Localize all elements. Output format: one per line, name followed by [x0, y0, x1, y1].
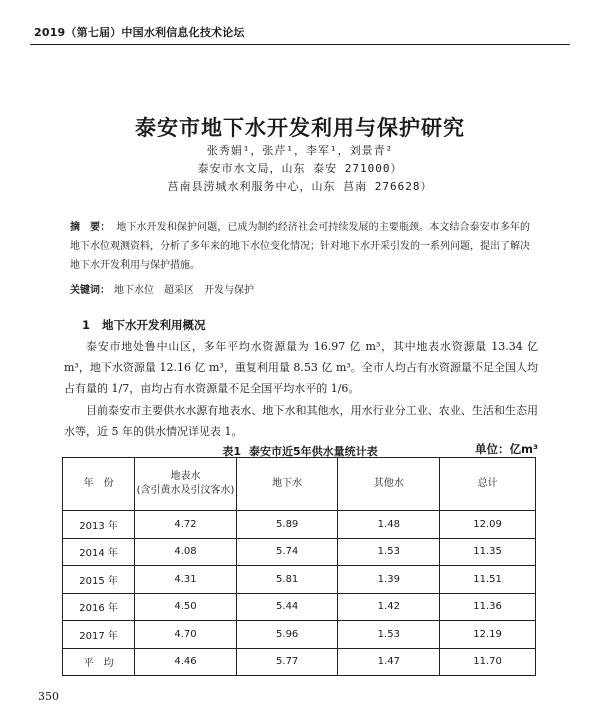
cell-other-water: 1.53 — [338, 621, 440, 649]
cell-other-water: 1.47 — [338, 648, 440, 676]
header-surface-water — [135, 458, 237, 511]
table-row — [63, 566, 536, 594]
section-number: 1 — [82, 318, 91, 332]
author-list: 张秀娟¹，张芹¹，李军¹，刘景青² — [206, 144, 394, 157]
cell-surface-water: 4.50 — [135, 593, 237, 621]
running-header: 2019（第七届）中国水利信息化技术论坛 — [34, 26, 245, 39]
cell-year: 2015 年 — [63, 566, 135, 594]
cell-total: 11.70 — [440, 648, 536, 676]
cell-surface-water: 4.08 — [135, 538, 237, 566]
cell-year: 2014 年 — [63, 538, 135, 566]
cell-groundwater: 5.89 — [236, 511, 338, 539]
cell-surface-water: 4.46 — [135, 648, 237, 676]
cell-groundwater: 5.44 — [236, 593, 338, 621]
table-row — [63, 593, 536, 621]
cell-groundwater: 5.77 — [236, 648, 338, 676]
table-title: 泰安市近5年供水量统计表 — [249, 445, 378, 458]
cell-total: 12.09 — [440, 511, 536, 539]
body-paragraph-2: 目前泰安市主要供水水源有地表水、地下水和其他水，用水行业分工业、农业、生活和生态用水等，近 5 年的供水情况详见表 1。 — [64, 404, 538, 438]
header-rule — [30, 44, 570, 45]
cell-groundwater: 5.96 — [236, 621, 338, 649]
cell-other-water: 1.39 — [338, 566, 440, 594]
section-heading — [82, 317, 206, 333]
table-row — [63, 511, 536, 539]
section-title: 地下水开发利用概况 — [102, 318, 206, 332]
affiliation-1: 泰安市水文局，山东 泰安 271000） — [197, 162, 403, 175]
cell-groundwater: 5.74 — [236, 538, 338, 566]
keywords-label: 关键词： — [70, 285, 110, 296]
abstract-label: 摘 要： — [70, 222, 111, 233]
cell-total: 11.51 — [440, 566, 536, 594]
abstract — [70, 218, 530, 275]
cell-surface-water: 4.72 — [135, 511, 237, 539]
cell-total: 11.35 — [440, 538, 536, 566]
header-groundwater: 地下水 — [236, 458, 338, 511]
cell-other-water: 1.53 — [338, 538, 440, 566]
table-row — [63, 538, 536, 566]
page-number: 350 — [38, 690, 59, 703]
cell-other-water: 1.42 — [338, 593, 440, 621]
cell-year: 2017 年 — [63, 621, 135, 649]
header-surface-label: 地表水 — [170, 471, 201, 482]
cell-total: 11.36 — [440, 593, 536, 621]
paper-title: 泰安市地下水开发利用与保护研究 — [135, 115, 465, 140]
table-row — [63, 648, 536, 676]
water-supply-table — [62, 457, 536, 676]
table-label: 表1 — [222, 445, 241, 458]
table-unit: 单位：亿m³ — [474, 442, 538, 456]
table-row — [63, 621, 536, 649]
cell-groundwater: 5.81 — [236, 566, 338, 594]
header-year: 年 份 — [63, 458, 135, 511]
cell-year: 平 均 — [63, 648, 135, 676]
keywords-text: 地下水位 超采区 开发与保护 — [114, 285, 254, 296]
cell-total: 12.19 — [440, 621, 536, 649]
affiliation-2: 莒南县涝城水利服务中心，山东 莒南 276628） — [167, 180, 433, 193]
body-paragraph-1: 泰安市地处鲁中山区，多年平均水资源量为 16.97 亿 m³，其中地表水资源量 13.34 亿 m³，地下水资源量 12.16 亿 m³，重复利用量 8.53 亿 m³。全市人均占有水资源量不足全国人均占有量的 1/7，亩均占有水资源量不足全国平均水平的 1/6。 — [64, 340, 538, 395]
header-surface-note: (含引黄水及引汶客水) — [136, 485, 235, 496]
abstract-text: 地下水开发和保护问题，已成为制约经济社会可持续发展的主要瓶颈。本文结合泰安市多年的地下水位观测资料，分析了多年来的地下水位变化情况；针对地下水开采引发的一系列问题，提出了解决地下水开发利用与保护措施。 — [70, 222, 531, 271]
cell-surface-water: 4.70 — [135, 621, 237, 649]
cell-year: 2013 年 — [63, 511, 135, 539]
header-other-water: 其他水 — [338, 458, 440, 511]
cell-surface-water: 4.31 — [135, 566, 237, 594]
cell-year: 2016 年 — [63, 593, 135, 621]
table-header-row — [63, 458, 536, 511]
header-total: 总计 — [440, 458, 536, 511]
cell-other-water: 1.48 — [338, 511, 440, 539]
keywords — [70, 281, 530, 296]
